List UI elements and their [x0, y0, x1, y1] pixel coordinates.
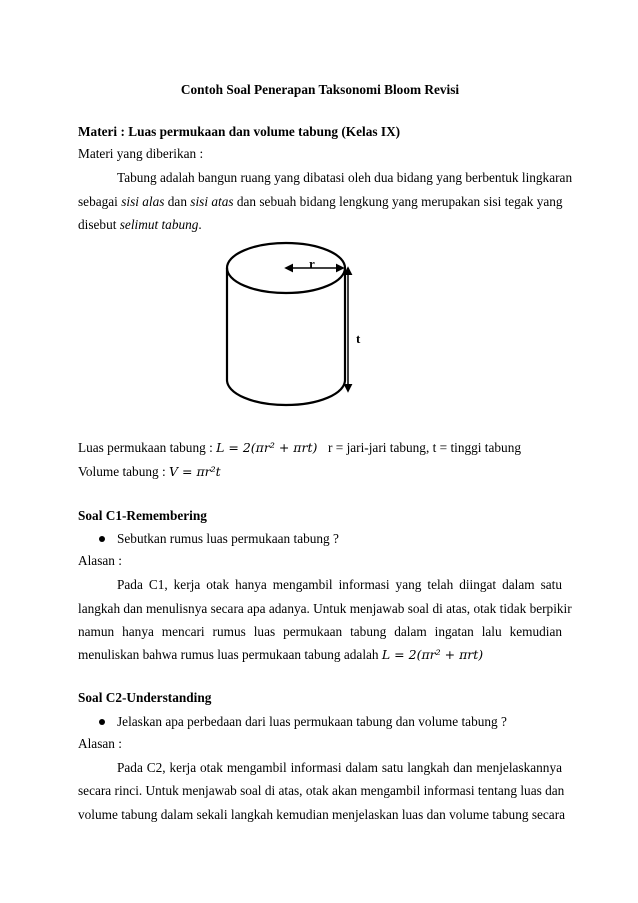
volume-formula-line: Volume tabung : V = πr²t [78, 464, 221, 479]
c1-formula: L = 2(πr² + πrt) [381, 647, 484, 662]
volume-formula: V = πr²t [169, 464, 221, 479]
c1-explanation-line: menuliskan bahwa rumus luas permukaan tabung adalah L = 2(πr² + πrt) [78, 647, 484, 662]
c2-explanation-line: volume tabung dalam sekali langkah kemudian menjelaskan luas dan volume tabung secara [78, 807, 566, 822]
bullet-icon [99, 719, 105, 725]
document-title: Contoh Soal Penerapan Taksonomi Bloom Revisi [180, 82, 460, 97]
c2-question: Jelaskan apa perbedaan dari luas permukaan tabung dan volume tabung ? [117, 714, 507, 729]
c2-heading: Soal C2-Understanding [78, 690, 212, 705]
c1-explanation-line: langkah dan menulisnya secara apa adanya. Untuk menjawab soal di atas, otak tidak berpikir [78, 601, 572, 616]
paragraph-definition-line: disebut selimut tabung. [78, 217, 202, 232]
materi-heading: Materi : Luas permukaan dan volume tabung (Kelas IX) [78, 124, 401, 139]
cylinder-bottom-arc [227, 380, 345, 405]
luas-formula: L = 2(πr² + πrt) [216, 440, 318, 455]
luas-formula-line: Luas permukaan tabung : L = 2(πr² + πrt) [78, 440, 318, 455]
paragraph-definition-line: Tabung adalah bangun ruang yang dibatasi oleh dua bidang yang berbentuk lingkaran [117, 170, 573, 185]
paragraph-definition-line: sebagai sisi alas dan sisi atas dan sebuah bidang lengkung yang merupakan sisi tegak yang [78, 194, 563, 209]
bullet-icon [99, 536, 105, 542]
c1-explanation-line: Pada C1, kerja otak hanya mengambil informasi yang telah diingat dalam satu [117, 577, 562, 592]
c1-alasan-label: Alasan : [78, 553, 122, 568]
radius-label: r [309, 256, 315, 271]
cylinder-diagram [215, 235, 390, 420]
c2-explanation-line: Pada C2, kerja otak mengambil informasi dalam satu langkah dan menjelaskannya [117, 760, 562, 775]
c1-question: Sebutkan rumus luas permukaan tabung ? [117, 531, 339, 546]
height-label: t [356, 331, 361, 346]
materi-diberikan-label: Materi yang diberikan : [78, 146, 204, 161]
c2-alasan-label: Alasan : [78, 736, 122, 751]
c1-heading: Soal C1-Remembering [78, 508, 207, 523]
c1-explanation-line: namun hanya mencari rumus luas permukaan tabung dalam ingatan lalu kemudian [78, 624, 562, 639]
c2-explanation-line: secara rinci. Untuk menjawab soal di atas, otak akan mengambil informasi tentang luas dan [78, 783, 565, 798]
keterangan-text: r = jari-jari tabung, t = tinggi tabung [328, 440, 521, 455]
